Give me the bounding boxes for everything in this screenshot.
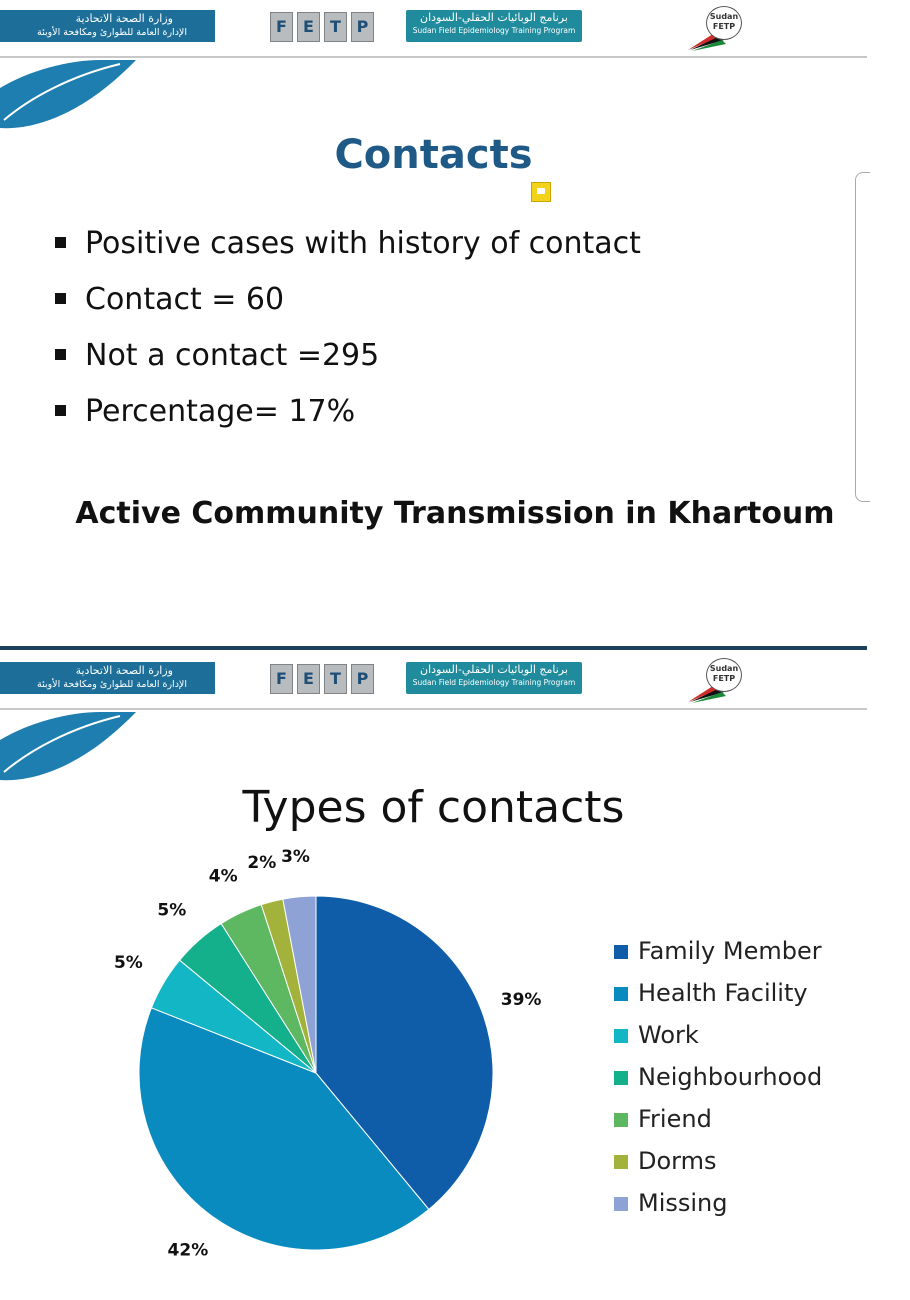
chart-legend [614, 930, 822, 1224]
logo-circle: Sudan FETP [706, 6, 742, 40]
legend-swatch [614, 1071, 628, 1085]
legend-label: Health Facility [638, 979, 808, 1007]
ministry-banner [0, 10, 215, 42]
slide-header [0, 0, 867, 58]
slide-contacts [0, 0, 867, 648]
fetp-letter: P [351, 12, 374, 42]
fetp-letter: F [270, 12, 293, 42]
legend-label: Dorms [638, 1147, 717, 1175]
legend-entry [614, 1140, 822, 1182]
fetp-letters [270, 664, 378, 694]
swoosh-decoration-icon [0, 58, 140, 130]
legend-swatch [614, 945, 628, 959]
side-panel-handle[interactable] [855, 172, 870, 502]
legend-entry [614, 1098, 822, 1140]
bullet-list [55, 216, 641, 440]
swoosh-decoration-icon [0, 710, 140, 782]
data-label-friend: 4% [208, 866, 238, 887]
slide-types-of-contacts [0, 652, 867, 1300]
fetp-letter: T [324, 664, 347, 694]
data-label-missing: 3% [281, 847, 310, 867]
program-name-english: Sudan Field Epidemiology Training Program [412, 26, 576, 35]
legend-swatch [614, 1029, 628, 1043]
ministry-banner [0, 662, 215, 694]
slide-title: Contacts [334, 132, 533, 178]
bullet-item: Contact = 60 [55, 272, 641, 328]
ministry-department: الإدارة العامة للطوارئ ومكافحة الأوبئة [36, 679, 187, 690]
fetp-letter: E [297, 664, 320, 694]
logo-circle: Sudan FETP [706, 658, 742, 692]
comment-icon[interactable] [531, 182, 551, 202]
legend-entry [614, 1056, 822, 1098]
bullet-item: Percentage= 17% [55, 384, 641, 440]
data-label-health-facility: 42% [167, 1240, 209, 1261]
legend-swatch [614, 1155, 628, 1169]
fetp-letter: F [270, 664, 293, 694]
fetp-letter: T [324, 12, 347, 42]
program-name-arabic: برنامج الوبائيات الحقلي-السودان [420, 663, 568, 676]
data-label-neighbourhood: 5% [157, 900, 187, 921]
sudan-fetp-logo [686, 658, 746, 704]
sudan-fetp-logo [686, 6, 746, 52]
data-label-family-member: 39% [500, 990, 542, 1011]
data-label-work: 5% [113, 953, 143, 973]
legend-swatch [614, 1113, 628, 1127]
chart-title: Types of contacts [242, 782, 625, 833]
legend-swatch [614, 987, 628, 1001]
program-name-english: Sudan Field Epidemiology Training Program [412, 678, 576, 687]
legend-entry [614, 972, 822, 1014]
program-name-arabic: برنامج الوبائيات الحقلي-السودان [420, 11, 568, 24]
fetp-letter: P [351, 664, 374, 694]
fetp-letters [270, 12, 378, 42]
program-banner [406, 662, 582, 694]
slide-separator [0, 646, 867, 650]
legend-entry [614, 1182, 822, 1224]
legend-label: Family Member [638, 937, 822, 965]
bullet-item: Not a contact =295 [55, 328, 641, 384]
slide-header [0, 652, 867, 710]
pie-chart [0, 847, 600, 1282]
legend-label: Work [638, 1021, 699, 1049]
ministry-name: وزارة الصحة الاتحادية [75, 664, 173, 677]
program-banner [406, 10, 582, 42]
legend-entry [614, 930, 822, 972]
data-label-dorms: 2% [247, 852, 277, 873]
conclusion-statement: Active Community Transmission in Khartoum [75, 496, 835, 531]
ministry-name: وزارة الصحة الاتحادية [75, 12, 173, 25]
fetp-letter: E [297, 12, 320, 42]
legend-entry [614, 1014, 822, 1056]
legend-swatch [614, 1197, 628, 1211]
legend-label: Neighbourhood [638, 1063, 823, 1091]
bullet-item: Positive cases with history of contact [55, 216, 641, 272]
legend-label: Friend [638, 1105, 712, 1133]
legend-label: Missing [638, 1189, 728, 1217]
ministry-department: الإدارة العامة للطوارئ ومكافحة الأوبئة [36, 27, 187, 38]
